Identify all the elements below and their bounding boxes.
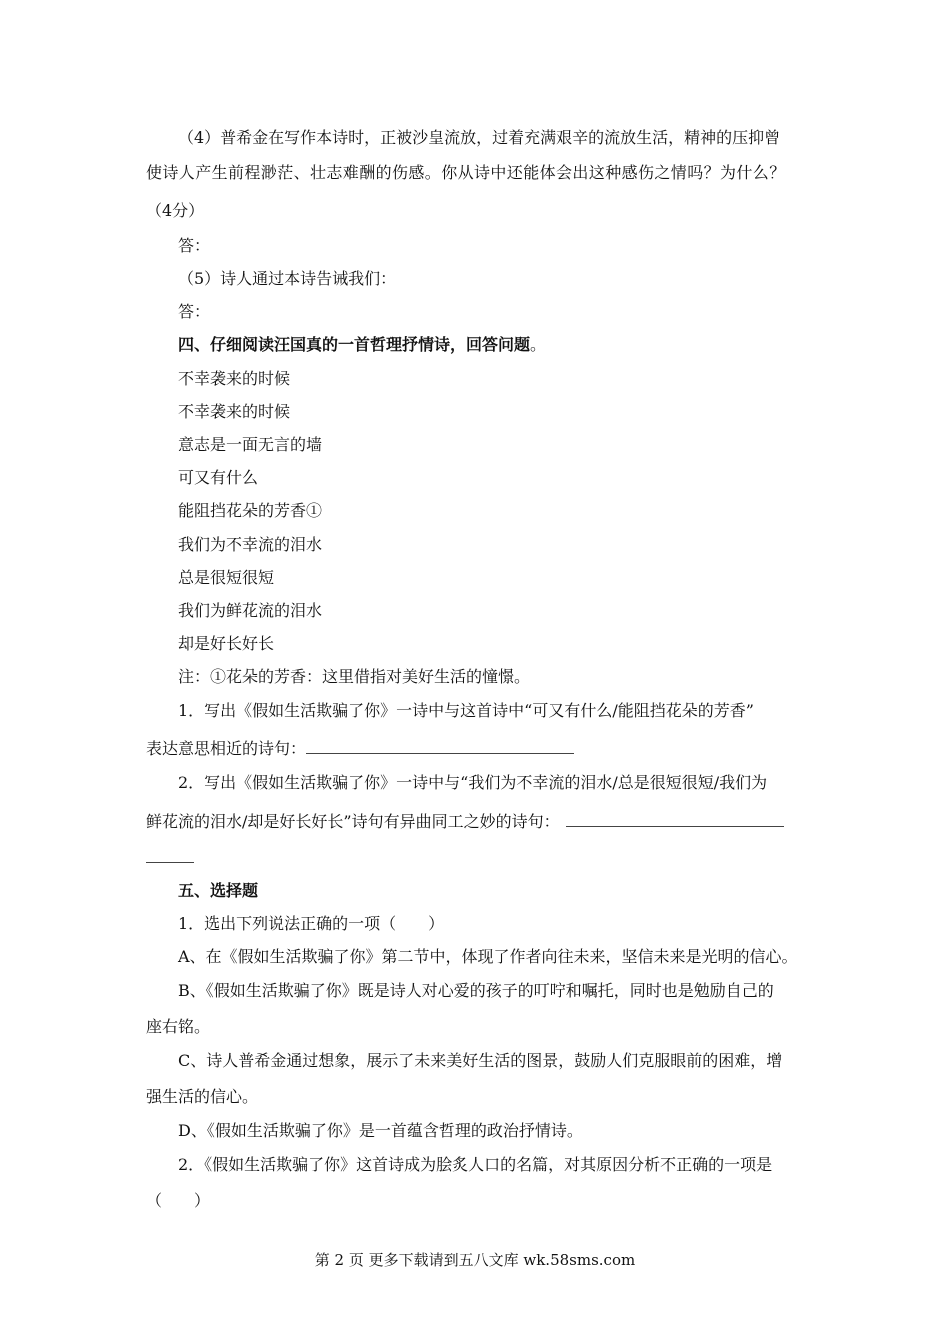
poem-line: 意志是一面无言的墙 xyxy=(178,435,323,454)
answer-blank-continuation[interactable] xyxy=(146,862,194,863)
poem-line: 可又有什么 xyxy=(178,468,259,487)
poem-line: 总是很短很短 xyxy=(178,568,275,587)
poem-line: 能阻挡花朵的芳香① xyxy=(178,501,323,520)
s5-q1: 1．选出下列说法正确的一项（ ） xyxy=(178,914,445,933)
s5-option-b-line2: 座右铭。 xyxy=(146,1017,211,1036)
answer-blank[interactable] xyxy=(306,737,574,754)
poem-line: 我们为鲜花流的泪水 xyxy=(178,601,323,620)
q4-part4-line2: 使诗人产生前程渺茫、壮志难酬的伤感。你从诗中还能体会出这种感伤之情吗？为什么？ xyxy=(146,163,786,182)
s5-q2-line2: （ ） xyxy=(146,1191,211,1210)
s4-q1-line2-text: 表达意思相近的诗句： xyxy=(146,739,307,758)
s5-option-c-line1: C、诗人普希金通过想象，展示了未来美好生活的图景，鼓励人们克服眼前的困难，增 xyxy=(178,1051,783,1070)
s4-q2-line2 xyxy=(146,810,816,833)
poem-line: 却是好长好长 xyxy=(178,634,275,653)
poem-line: 不幸袭来的时候 xyxy=(178,402,291,421)
answer-blank[interactable] xyxy=(566,810,784,827)
answer-label: 答： xyxy=(178,236,211,255)
s5-option-a: A、在《假如生活欺骗了你》第二节中，体现了作者向往未来，坚信未来是光明的信心。 xyxy=(178,947,798,966)
section4-heading-end: 。 xyxy=(530,335,547,354)
section4-heading-text: 四、仔细阅读汪国真的一首哲理抒情诗，回答问题 xyxy=(178,335,531,354)
q4-part4-line1: （4）普希金在写作本诗时，正被沙皇流放，过着充满艰辛的流放生活，精神的压抑曾 xyxy=(178,128,781,147)
s5-option-b-line1: B、《假如生活欺骗了你》既是诗人对心爱的孩子的叮咛和嘱托，同时也是勉励自己的 xyxy=(178,981,774,1000)
s4-q1-line2 xyxy=(146,737,816,760)
s5-option-d: D、《假如生活欺骗了你》是一首蕴含哲理的政治抒情诗。 xyxy=(178,1121,583,1140)
q4-part4-line3: （4分） xyxy=(146,201,205,220)
section5-heading: 五、选择题 xyxy=(178,881,259,900)
poem-note: 注：①花朵的芳香：这里借指对美好生活的憧憬。 xyxy=(178,667,531,686)
poem-line: 我们为不幸流的泪水 xyxy=(178,535,323,554)
s4-q1-line1: 1．写出《假如生活欺骗了你》一诗中与这首诗中“可又有什么/能阻挡花朵的芳香” xyxy=(178,701,754,720)
section4-heading xyxy=(178,334,818,356)
q4-part5-line: （5）诗人通过本诗告诫我们： xyxy=(178,269,397,288)
s4-q2-line1: 2．写出《假如生活欺骗了你》一诗中与“我们为不幸流的泪水/总是很短很短/我们为 xyxy=(178,773,768,792)
answer-label-2: 答： xyxy=(178,302,211,321)
s4-q2-line2-text: 鲜花流的泪水/却是好长好长”诗句有异曲同工之妙的诗句： xyxy=(146,812,560,831)
poem-title: 不幸袭来的时候 xyxy=(178,369,291,388)
s5-q2-line1: 2．《假如生活欺骗了你》这首诗成为脍炙人口的名篇，对其原因分析不正确的一项是 xyxy=(178,1155,773,1174)
page-footer: 第 2 页 更多下载请到五八文库 wk.58sms.com xyxy=(314,1251,636,1269)
s5-option-c-line2: 强生活的信心。 xyxy=(146,1087,259,1106)
